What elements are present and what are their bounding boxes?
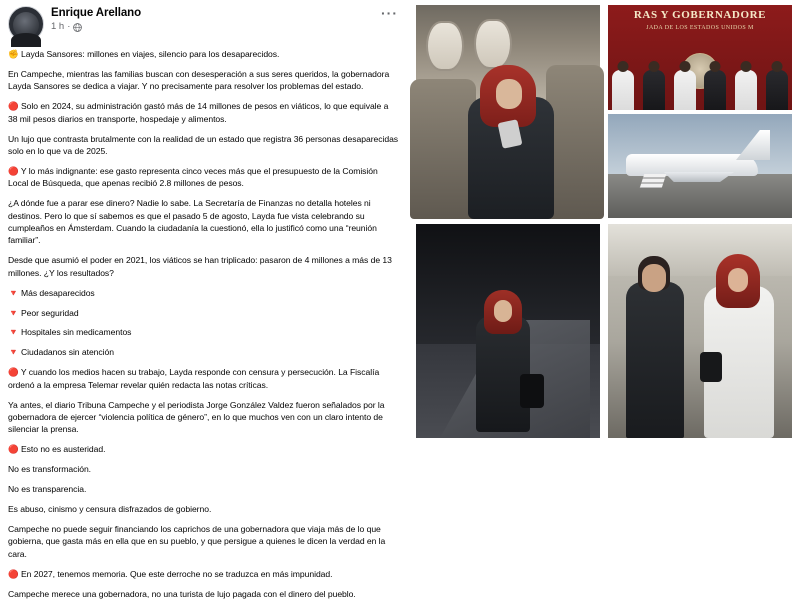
post-header-text bbox=[51, 6, 372, 33]
red-bullet-icon: 🔻 bbox=[8, 327, 19, 338]
person-figure-dark-outfit bbox=[626, 282, 684, 438]
person-figure bbox=[735, 70, 757, 110]
post-paragraph: Campeche no puede seguir financiando los caprichos de una gobernadora que viaja más de lo que gobierna, que gasta más en ella que en su pueblo, y que persigue a quienes le dicen la verdad en la cara. bbox=[8, 523, 386, 559]
post-bullet-label: Más desaparecidos bbox=[21, 287, 95, 298]
handbag bbox=[520, 374, 544, 408]
photo-woman-on-airport-escalator[interactable] bbox=[416, 224, 600, 438]
globe-icon bbox=[73, 23, 82, 32]
post-paragraph: 🔴 Y cuando los medios hacen su trabajo, Layda responde con censura y persecución. La Fiscalía ordenó a la empresa Telemar revelar quién redacta las notas críticas. bbox=[8, 367, 380, 390]
red-bullet-icon: 🔻 bbox=[8, 307, 19, 318]
person-face bbox=[496, 79, 522, 109]
post-bullet-label: Peor seguridad bbox=[21, 307, 79, 318]
post-header bbox=[8, 6, 400, 42]
post-paragraph: Desde que asumió el poder en 2021, los viáticos se han triplicado: pasaron de 4 millones a más de 13 millones. ¿Y los resultados? bbox=[8, 255, 392, 278]
post-paragraph: ✊ Layda Sansores: millones en viajes, silencio para los desaparecidos. bbox=[8, 49, 280, 59]
photo-woman-seated-in-private-jet[interactable] bbox=[416, 5, 600, 219]
post-bullet-item bbox=[8, 287, 400, 299]
post-paragraph: 🔴 En 2027, tenemos memoria. Que este derroche no se traduzca en más impunidad. bbox=[8, 568, 333, 579]
post-paragraph: ¿A dónde fue a parar ese dinero? Nadie lo sabe. La Secretaría de Finanzas no detalla hoteles ni destinos. Pero lo que sí sabemos es que el pasado 5 de agosto, Layda fue vista celebrando su cumpleaños en Ámsterdam. Cuando la ciudadanía la cuestionó, ella lo justificó como una “reunión familiar”. bbox=[8, 198, 377, 246]
terminal-ceiling bbox=[608, 224, 792, 276]
backdrop-title: RAS Y GOBERNADORE bbox=[633, 9, 767, 21]
jet-window bbox=[426, 21, 464, 71]
post-paragraph: Es abuso, cinismo y censura disfrazados de gobierno. bbox=[8, 503, 212, 514]
person-figure bbox=[643, 70, 665, 110]
person-figure bbox=[766, 70, 788, 110]
post-timestamp[interactable]: 1 h bbox=[51, 21, 65, 32]
photo-collage-panel bbox=[408, 0, 800, 445]
person-figure bbox=[704, 70, 726, 110]
post-bullet-item bbox=[8, 326, 400, 338]
post-meta bbox=[51, 21, 372, 33]
person-face bbox=[494, 300, 512, 322]
photo-private-jet-on-tarmac[interactable] bbox=[608, 114, 792, 218]
post-author-name[interactable]: Enrique Arellano bbox=[51, 7, 141, 19]
post-paragraph: 🔴 Esto no es austeridad. bbox=[8, 444, 106, 455]
post-body bbox=[8, 48, 400, 600]
post-paragraph: No es transformación. bbox=[8, 464, 92, 475]
jet-window bbox=[474, 19, 512, 69]
person-face bbox=[728, 268, 748, 292]
red-bullet-icon: 🔻 bbox=[8, 347, 19, 358]
jet-stairs bbox=[640, 174, 667, 188]
avatar-shirt bbox=[11, 33, 41, 47]
post-paragraph: 🔴 Y lo más indignante: ese gasto representa cinco veces más que el presupuesto de la Comisión Local de Búsqueda, que apenas recibió 2.8 millones de pesos. bbox=[8, 165, 378, 189]
backdrop-subtitle: JADA DE LOS ESTADOS UNIDOS M bbox=[646, 25, 754, 31]
post-paragraph: No es transparencia. bbox=[8, 484, 87, 495]
post-bullet-label: Ciudadanos sin atención bbox=[21, 347, 114, 358]
more-options-icon[interactable]: ··· bbox=[381, 5, 398, 21]
post-bullet-item bbox=[8, 346, 400, 358]
photo-press-conference-red-backdrop[interactable] bbox=[608, 5, 792, 110]
photo-two-women-walking-in-airport[interactable] bbox=[608, 224, 792, 438]
meta-separator: · bbox=[67, 21, 71, 32]
person-figure bbox=[612, 70, 634, 110]
post-paragraph: 🔴 Solo en 2024, su administración gastó más de 14 millones de pesos en viáticos, lo que equivale a 38 mil pesos diarios en transporte, hospedaje y alimentos. bbox=[8, 101, 389, 124]
post-bullet-label: Hospitales sin medicamentos bbox=[21, 327, 132, 338]
post-paragraph: Ya antes, el diario Tribuna Campeche y el periodista Jorge González Valdez fueron señalados por la gobernadora de ejercer “violencia política de género”, en lo que muchos ven con un claro intento de silenciar la prensa. bbox=[8, 399, 385, 435]
person-figure bbox=[674, 70, 696, 110]
people-row bbox=[608, 64, 792, 110]
jet-seat bbox=[546, 65, 604, 219]
post-paragraph: Un lujo que contrasta brutalmente con la realidad de un estado que registra 36 personas desaparecidas solo en lo que va de 2025. bbox=[8, 133, 399, 156]
post-bullet-item bbox=[8, 307, 400, 319]
person-face bbox=[642, 264, 666, 292]
avatar[interactable] bbox=[8, 6, 44, 42]
post-paragraph: En Campeche, mientras las familias buscan con desesperación a sus seres queridos, la gobernadora Layda Sansores se dedica a viajar. Y no precisamente para resolver los problemas del estado. bbox=[8, 68, 390, 92]
handbag bbox=[700, 352, 722, 382]
post-paragraph: Campeche merece una gobernadora, no una turista de lujo pagada con el dinero del pueblo. bbox=[8, 588, 356, 599]
jet-seat bbox=[410, 79, 476, 219]
red-bullet-icon: 🔻 bbox=[8, 287, 19, 298]
